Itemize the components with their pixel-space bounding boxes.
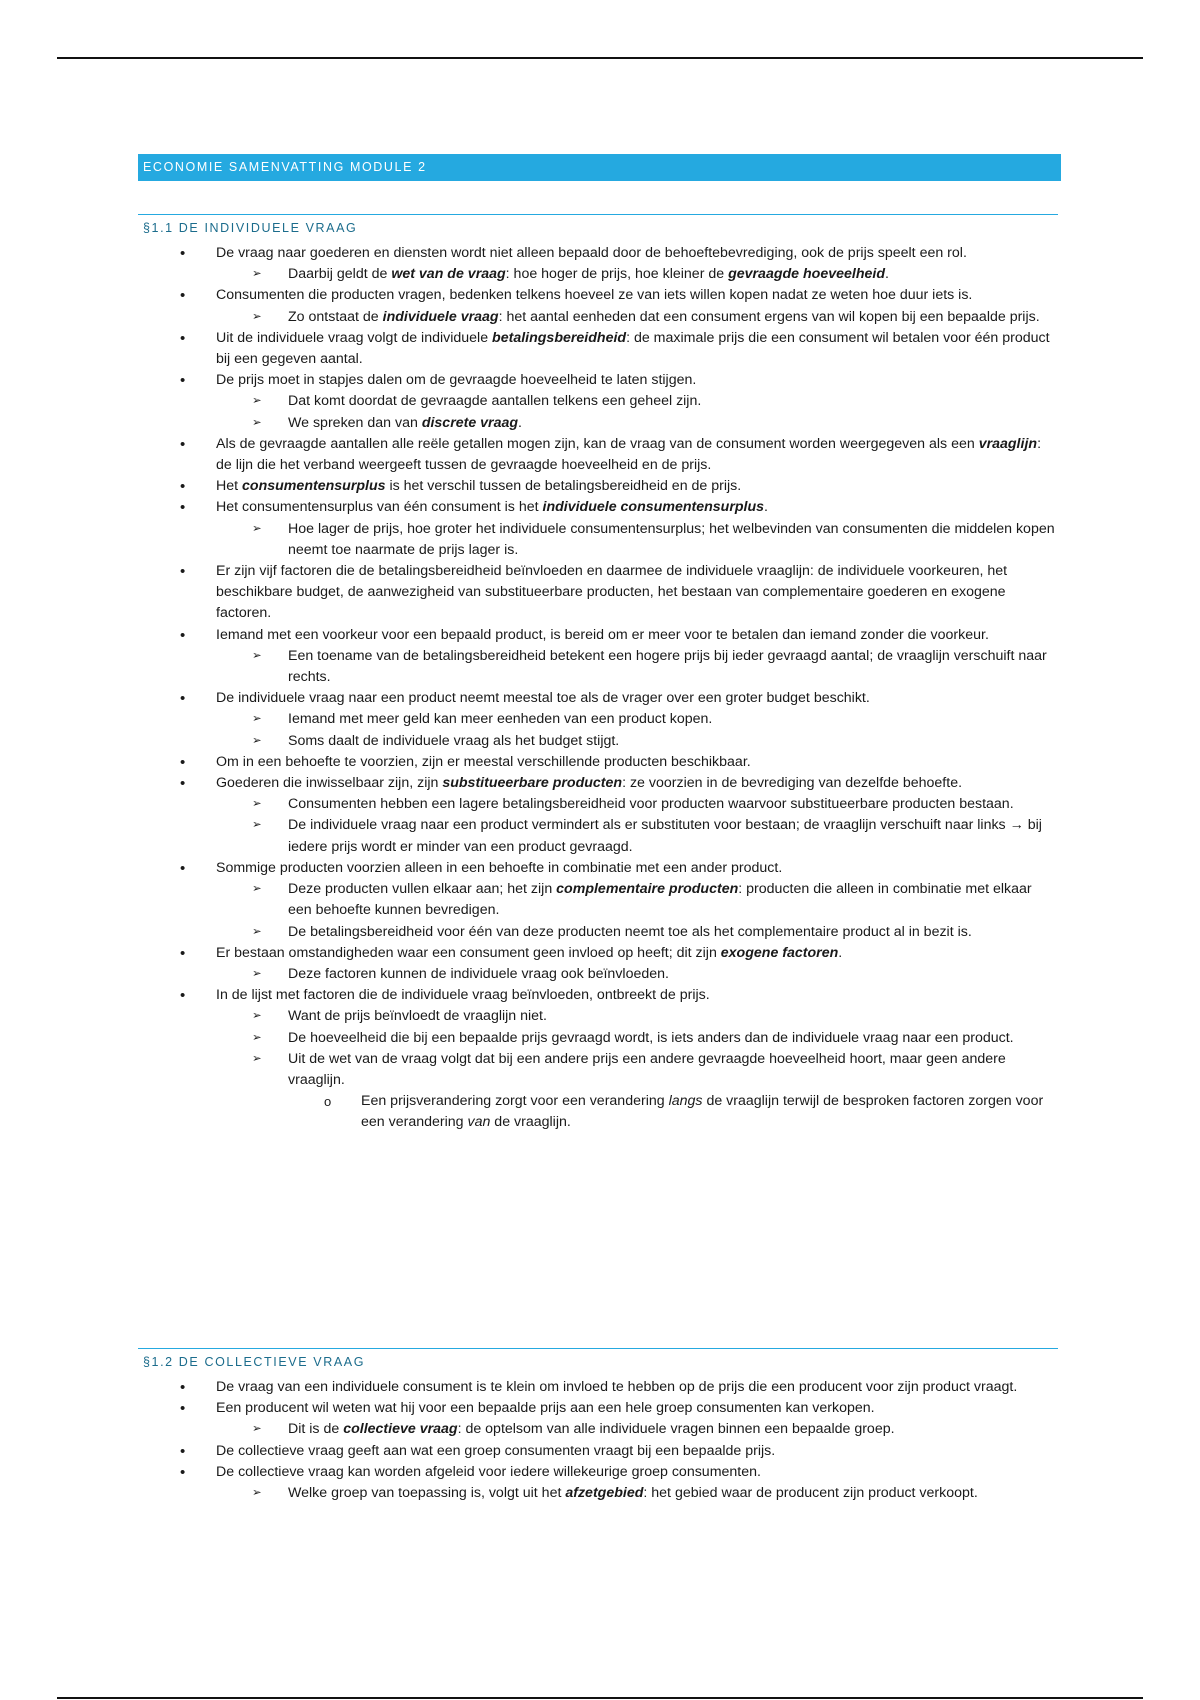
- circle-bullet-icon: o: [324, 1094, 332, 1110]
- arrow-bullet-icon: ➢: [252, 395, 262, 408]
- list-item: [138, 943, 1058, 964]
- list-item-text: Deze producten vullen elkaar aan; het zijn complementaire producten: producten die alleen in combinatie met elkaar een behoefte kunnen bevredigen.: [288, 881, 1032, 919]
- list-item-text: Goederen die inwisselbaar zijn, zijn substitueerbare producten: ze voorzien in de bevrediging van dezelfde behoefte.: [216, 775, 963, 792]
- list-item-text: Uit de individuele vraag volgt de individuele betalingsbereidheid: de maximale prijs die een consument wil betalen voor één product bij een gegeven aantal.: [216, 329, 1050, 368]
- bullet-icon: •: [180, 245, 186, 262]
- list-item: [138, 985, 1058, 1006]
- list-item: [138, 1028, 1058, 1049]
- bullet-list: [138, 1377, 1058, 1504]
- list-item-text: Hoe lager de prijs, hoe groter het individuele consumentensurplus; het welbevinden van consumenten die middelen kopen neemt toe naarmate de prijs lager is.: [288, 520, 1055, 558]
- list-item-text: Consumenten die producten vragen, bedenken telkens hoeveel ze van iets willen kopen nadat ze weten hoe duur iets is.: [216, 287, 973, 304]
- list-item: [138, 922, 1058, 943]
- bullet-icon: •: [180, 435, 186, 453]
- list-item: [138, 879, 1058, 921]
- list-item-text: De individuele vraag naar een product vermindert als er substituten voor bestaan; de vraaglijn verschuift naar links → bij iedere prijs wordt er minder van een product gevraagd.: [288, 817, 1042, 855]
- bullet-icon: •: [180, 690, 186, 708]
- arrow-bullet-icon: ➢: [252, 883, 262, 896]
- arrow-bullet-icon: ➢: [252, 268, 262, 281]
- list-item: [138, 519, 1058, 561]
- list-item-text: Zo ontstaat de individuele vraag: het aantal eenheden dat een consument ergens van wil kopen bij een bepaalde prijs.: [288, 308, 1040, 325]
- list-item: [138, 328, 1058, 370]
- bullet-icon: •: [180, 775, 186, 793]
- arrow-bullet-icon: ➢: [252, 310, 262, 323]
- section-heading: §1.2 DE COLLECTIEVE VRAAG: [138, 1348, 1058, 1377]
- list-item: [138, 1049, 1058, 1091]
- list-item-text: In de lijst met factoren die de individuele vraag beïnvloeden, ontbreekt de prijs.: [216, 987, 710, 1004]
- arrow-bullet-icon: ➢: [252, 1010, 262, 1023]
- list-item: [138, 285, 1058, 306]
- list-item: [138, 307, 1058, 328]
- list-item-text: De collectieve vraag geeft aan wat een groep consumenten vraagt bij een bepaalde prijs.: [216, 1442, 776, 1459]
- bullet-icon: •: [180, 563, 186, 581]
- list-item-text: Er zijn vijf factoren die de betalingsbereidheid beïnvloeden en daarmee de individuele vraaglijn: de individuele voorkeuren, het beschikbare budget, de aanwezigheid van substitueerbare producten, het bestaan van complementaire goederen en exogene factoren.: [216, 563, 1008, 622]
- list-item-text: De hoeveelheid die bij een bepaalde prijs gevraagd wordt, is iets anders dan de individuele vraag naar een product.: [288, 1029, 1014, 1046]
- arrow-bullet-icon: ➢: [252, 967, 262, 980]
- bullet-icon: •: [180, 987, 186, 1005]
- arrow-bullet-icon: ➢: [252, 416, 262, 429]
- document-title: ECONOMIE SAMENVATTING MODULE 2: [138, 154, 1061, 181]
- list-item-text: Een producent wil weten wat hij voor een bepaalde prijs aan een hele groep consumenten kan verkopen.: [216, 1400, 875, 1417]
- list-item: [138, 561, 1058, 625]
- arrow-bullet-icon: ➢: [252, 1487, 262, 1500]
- list-item: [138, 1462, 1058, 1483]
- bullet-icon: •: [180, 944, 186, 962]
- list-item: [138, 1398, 1058, 1419]
- list-item: [138, 625, 1058, 646]
- list-item: [138, 964, 1058, 985]
- list-item-text: Sommige producten voorzien alleen in een behoefte in combinatie met een ander product.: [216, 859, 783, 876]
- bullet-icon: •: [180, 372, 186, 390]
- list-item: [138, 1006, 1058, 1027]
- bullet-icon: •: [180, 499, 186, 517]
- arrow-bullet-icon: ➢: [252, 734, 262, 747]
- list-item: [138, 1483, 1058, 1504]
- arrow-bullet-icon: ➢: [252, 925, 262, 938]
- list-item: [138, 1377, 1058, 1398]
- list-item-text: Deze factoren kunnen de individuele vraag ook beïnvloeden.: [288, 965, 669, 982]
- list-item-text: Iemand met een voorkeur voor een bepaald product, is bereid om er meer voor te betalen dan iemand zonder die voorkeur.: [216, 626, 989, 643]
- header-rule: [57, 57, 1143, 59]
- list-item-text: De individuele vraag naar een product neemt meestal toe als de vrager over een groter budget beschikt.: [216, 690, 870, 707]
- list-item-text: Iemand met meer geld kan meer eenheden van een product kopen.: [288, 711, 713, 728]
- arrow-bullet-icon: ➢: [252, 1423, 262, 1436]
- list-item: [138, 264, 1058, 285]
- list-item: [138, 794, 1058, 815]
- list-item-text: Dit is de collectieve vraag: de optelsom van alle individuele vragen binnen een bepaalde groep.: [288, 1421, 895, 1438]
- list-item-text: Het consumentensurplus van één consument is het individuele consumentensurplus.: [216, 499, 768, 516]
- list-item: [138, 709, 1058, 730]
- list-item-text: Om in een behoefte te voorzien, zijn er meestal verschillende producten beschikbaar.: [216, 753, 751, 770]
- section-collectieve-vraag: [138, 1348, 1058, 1504]
- bullet-icon: •: [180, 859, 186, 877]
- arrow-bullet-icon: ➢: [252, 798, 262, 811]
- list-item-text: We spreken dan van discrete vraag.: [288, 414, 522, 431]
- list-item-text: Soms daalt de individuele vraag als het budget stijgt.: [288, 732, 620, 749]
- bullet-icon: •: [180, 1442, 186, 1460]
- list-item: [138, 1419, 1058, 1440]
- list-item: [138, 413, 1058, 434]
- list-item: [138, 243, 1058, 264]
- list-item-text: De vraag naar goederen en diensten wordt niet alleen bepaald door de behoeftebevrediging, ook de prijs speelt een rol.: [216, 245, 967, 261]
- list-item-text: Als de gevraagde aantallen alle reële getallen mogen zijn, kan de vraag van de consument worden weergegeven als een vraaglijn: de lijn die het verband weergeeft tussen de gevraagde hoeveelheid en de prijs.: [216, 435, 1042, 474]
- list-item-text: Daarbij geldt de wet van de vraag: hoe hoger de prijs, hoe kleiner de gevraagde hoeveelheid.: [288, 266, 889, 283]
- list-item-text: Want de prijs beïnvloedt de vraaglijn niet.: [288, 1008, 547, 1025]
- list-item: [138, 391, 1058, 412]
- section-individuele-vraag: [138, 214, 1058, 1134]
- arrow-bullet-icon: ➢: [252, 522, 262, 535]
- bullet-icon: •: [180, 753, 186, 771]
- bullet-icon: •: [180, 287, 186, 305]
- list-item-text: Een prijsverandering zorgt voor een verandering langs de vraaglijn terwijl de besproken factoren zorgen voor een verandering van de vraaglijn.: [361, 1093, 1044, 1131]
- list-item: [138, 646, 1058, 688]
- list-item: [138, 773, 1058, 794]
- list-item: [138, 858, 1058, 879]
- list-item-text: De prijs moet in stapjes dalen om de gevraagde hoeveelheid te laten stijgen.: [216, 372, 697, 389]
- bullet-icon: •: [180, 329, 186, 347]
- arrow-bullet-icon: ➢: [252, 713, 262, 726]
- arrow-bullet-icon: ➢: [252, 1052, 262, 1065]
- bullet-icon: •: [180, 1400, 186, 1418]
- list-item-text: De vraag van een individuele consument is te klein om invloed te hebben op de prijs die een producent voor zijn product vraagt.: [216, 1379, 1018, 1395]
- list-item: [138, 731, 1058, 752]
- bullet-list: [138, 243, 1058, 1134]
- list-item: [138, 476, 1058, 497]
- list-item: [138, 434, 1058, 476]
- footer-rule: [57, 1697, 1143, 1699]
- list-item: [138, 688, 1058, 709]
- list-item: [138, 370, 1058, 391]
- list-item-text: Dat komt doordat de gevraagde aantallen telkens een geheel zijn.: [288, 393, 702, 410]
- list-item: [138, 815, 1058, 857]
- list-item-text: De betalingsbereidheid voor één van deze producten neemt toe als het complementaire product al in bezit is.: [288, 923, 972, 940]
- list-item-text: Welke groep van toepassing is, volgt uit het afzetgebied: het gebied waar de producent zijn product verkoopt.: [288, 1485, 978, 1502]
- bullet-icon: •: [180, 626, 186, 644]
- list-item: [138, 1441, 1058, 1462]
- list-item-text: De collectieve vraag kan worden afgeleid voor iedere willekeurige groep consumenten.: [216, 1463, 761, 1480]
- bullet-icon: •: [180, 1463, 186, 1481]
- arrow-bullet-icon: ➢: [252, 819, 262, 832]
- list-item-text: Er bestaan omstandigheden waar een consument geen invloed op heeft; dit zijn exogene factoren.: [216, 944, 843, 961]
- list-item: [138, 497, 1058, 518]
- list-item-text: Een toename van de betalingsbereidheid betekent een hogere prijs bij ieder gevraagd aantal; de vraaglijn verschuift naar rechts.: [288, 647, 1047, 686]
- list-item: [138, 1091, 1058, 1133]
- list-item-text: Consumenten hebben een lagere betalingsbereidheid voor producten waarvoor substitueerbare producten bestaan.: [288, 796, 1014, 813]
- bullet-icon: •: [180, 478, 186, 496]
- arrow-bullet-icon: ➢: [252, 1031, 262, 1044]
- list-item-text: Uit de wet van de vraag volgt dat bij een andere prijs een andere gevraagde hoeveelheid hoort, maar geen andere vraaglijn.: [288, 1050, 1006, 1088]
- section-heading: §1.1 DE INDIVIDUELE VRAAG: [138, 214, 1058, 243]
- list-item: [138, 752, 1058, 773]
- arrow-bullet-icon: ➢: [252, 649, 262, 662]
- bullet-icon: •: [180, 1379, 186, 1396]
- list-item-text: Het consumentensurplus is het verschil tussen de betalingsbereidheid en de prijs.: [216, 478, 742, 495]
